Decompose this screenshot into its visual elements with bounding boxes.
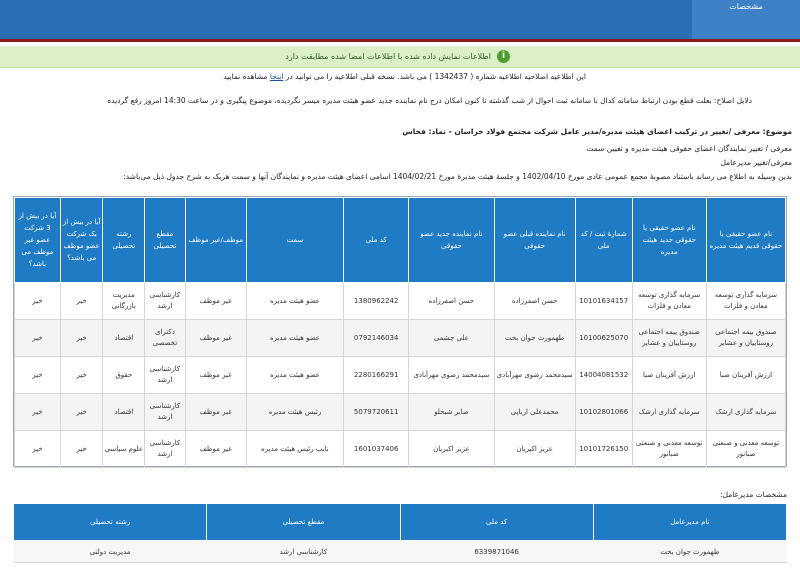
manager-table — [13, 503, 787, 563]
header-cell: رشته تحصیلی — [14, 504, 207, 541]
cell: خیر — [15, 357, 61, 394]
cell: 2280166291 — [344, 357, 409, 394]
cell: سرمایه گذاری ارشک — [632, 394, 706, 431]
header-cell: موظف/غیر موظف — [185, 198, 246, 283]
header-cell: مقطع تحصیلی — [207, 504, 400, 541]
cell: 10101726150 — [575, 431, 632, 468]
cell: خیر — [15, 283, 61, 320]
cell: حسن اصفرزاده — [494, 283, 575, 320]
manager-section-title: مشخصات مدیرعامل: — [720, 490, 787, 499]
table-row — [15, 431, 786, 468]
cell: عزیز اکبریان — [409, 431, 494, 468]
cell: توسعه معدنی و صنعتی صبانور — [632, 431, 706, 468]
board-members-table-container — [13, 196, 787, 467]
info-icon: i — [497, 50, 510, 63]
verification-notice — [0, 46, 800, 68]
header-cell: رشته تحصیلی — [103, 198, 145, 283]
amendment-text: این اطلاعیه اصلاحیه اطلاعیه شماره ( 1342437 ) می باشد. نسخه قبلی اطلاعیه را می توانید در — [285, 72, 586, 81]
cell: 10101634157 — [575, 283, 632, 320]
cell: مدیریت بازرگانی — [103, 283, 145, 320]
header-cell: شمارۀ ثبت / کد ملی — [575, 198, 632, 283]
cell: توسعه معدنی و صنعتی صبانور — [706, 431, 785, 468]
cell: 6339871046 — [400, 541, 593, 563]
notice-text: اطلاعات نمایش داده شده با اطلاعات امضا شده مطابقت دارد — [285, 52, 491, 61]
cell: صابر شیخلو — [409, 394, 494, 431]
cell: 5079720611 — [344, 394, 409, 431]
manager-table-header — [14, 504, 787, 541]
header-cell: نام نماینده قبلی عضو حقوقی — [494, 198, 575, 283]
cell: خیر — [60, 431, 103, 468]
top-navigation-bar — [0, 0, 800, 42]
cell: طهمورث جوان بخت — [494, 320, 575, 357]
board-table-header — [15, 198, 786, 283]
cell: علی چشمی — [409, 320, 494, 357]
cell: مدیریت دولتی — [14, 541, 207, 563]
subject-description: بدین وسیله به اطلاع می رساند باستناد مصوبۀ مجمع عمومی عادی مورخ 1402/04/10 و جلسۀ هیئت مدیرۀ مورخ 1404/02/21 اسامی اعضای هیئت مدیره و نمایندگان آنها و سمت هریک به شرح جدول ذیل می‌باشد: — [123, 172, 792, 181]
amendment-reason: دلایل اصلاح: بعلت قطع بودن ارتباط سامانه کدال با سامانه ثبت احوال از شب گذشته تا کنون امکان درج نام نماینده جدید عضو هیئت مدیره میسر نگردیده، موضوع پیگیری و در ساعت 14:30 امروز رفع گردیده — [107, 96, 752, 105]
cell: عضو هیئت مدیره — [246, 320, 344, 357]
cell: صندوق بیمه اجتماعی روستاییان و عشایر — [632, 320, 706, 357]
subject-title: موضوع: معرفی /تغییر در ترکیب اعضای هیئت مدیره/مدیر عامل شرکت مجتمع فولاد خراسان - نماد: فخاس — [402, 127, 792, 136]
cell: 10100625070 — [575, 320, 632, 357]
cell: محمدعلی ارباپی — [494, 394, 575, 431]
header-cell: کد ملی — [344, 198, 409, 283]
cell: کارشناسی ارشد — [145, 357, 186, 394]
cell: 1601037406 — [344, 431, 409, 468]
cell: سرمایه گذاری توسعه معادن و فلزات — [706, 283, 785, 320]
header-cell: سمت — [246, 198, 344, 283]
cell: صندوق بیمه اجتماعی روستاییان و عشایر — [706, 320, 785, 357]
header-cell: نام نماینده جدید عضو حقوقی — [409, 198, 494, 283]
cell: خیر — [60, 283, 103, 320]
cell: خیر — [60, 357, 103, 394]
cell: عزیز اکبریان — [494, 431, 575, 468]
cell: طهمورث جوان بخت — [593, 541, 786, 563]
manager-table-container — [13, 503, 787, 563]
cell: دکترای تخصصی — [145, 320, 186, 357]
amendment-text-end: مشاهده نمایید — [223, 72, 268, 81]
cell: غیر موظف — [185, 283, 246, 320]
cell: سرمایه گذاری ارشک — [706, 394, 785, 431]
cell: غیر موظف — [185, 431, 246, 468]
table-row — [15, 357, 786, 394]
cell: ارزش آفرینان صبا — [632, 357, 706, 394]
cell: 14004081532 — [575, 357, 632, 394]
cell: علوم سیاسی — [103, 431, 145, 468]
header-cell: آیا در بیش از یک شرکت عضو موظف می باشد؟ — [60, 198, 103, 283]
table-row — [15, 320, 786, 357]
cell: 1380962242 — [344, 283, 409, 320]
subject-item-1: معرفی / تغییر نمایندگان اعضای حقوقی هیئت مدیره و تعیین سمت — [586, 144, 792, 153]
cell: خیر — [60, 394, 103, 431]
cell: سیدمحمد رضوی مهرآبادی — [494, 357, 575, 394]
cell: کارشناسی ارشد — [145, 283, 186, 320]
cell: خیر — [60, 320, 103, 357]
cell: خیر — [15, 394, 61, 431]
cell: اقتصاد — [103, 320, 145, 357]
amendment-notice-line — [0, 72, 800, 81]
table-row — [14, 541, 787, 563]
cell: حقوق — [103, 357, 145, 394]
cell: حسن اصفرزاده — [409, 283, 494, 320]
cell: اقتصاد — [103, 394, 145, 431]
cell: کارشناسی ارشد — [207, 541, 400, 563]
cell: خیر — [15, 431, 61, 468]
header-cell: آیا در بیش از 3 شرکت عضو غیر موظف می باشد؟ — [15, 198, 61, 283]
cell: خیر — [15, 320, 61, 357]
cell: ارزش آفرینان صبا — [706, 357, 785, 394]
cell: نایب رئیس هیئت مدیره — [246, 431, 344, 468]
previous-version-link[interactable]: اینجا — [269, 72, 284, 81]
header-tab[interactable]: مشخصات — [692, 0, 800, 39]
header-cell: نام عضو حقیقی یا حقوقی جدید هیئت مدیره — [632, 198, 706, 283]
board-members-table — [14, 197, 786, 468]
header-cell: مقطع تحصیلی — [145, 198, 186, 283]
cell: غیر موظف — [185, 320, 246, 357]
cell: عضو هیئت مدیره — [246, 357, 344, 394]
cell: سیدمحمد رضوی مهرآبادی — [409, 357, 494, 394]
cell: 10102801066 — [575, 394, 632, 431]
cell: غیر موظف — [185, 357, 246, 394]
table-row — [15, 394, 786, 431]
subject-item-2: معرفی/تغییر مدیرعامل — [720, 158, 792, 167]
cell: غیر موظف — [185, 394, 246, 431]
table-row — [15, 283, 786, 320]
cell: عضو هیئت مدیره — [246, 283, 344, 320]
header-cell: نام عضو حقیقی یا حقوقی قدیم هیئت مدیره — [706, 198, 785, 283]
cell: رئیس هیئت مدیره — [246, 394, 344, 431]
cell: سرمایه گذاری توسعه معادن و فلزات — [632, 283, 706, 320]
cell: کارشناسی ارشد — [145, 394, 186, 431]
cell: کارشناسی ارشد — [145, 431, 186, 468]
cell: 0792146034 — [344, 320, 409, 357]
header-cell: کد ملی — [400, 504, 593, 541]
header-cell: نام مدیرعامل — [593, 504, 786, 541]
